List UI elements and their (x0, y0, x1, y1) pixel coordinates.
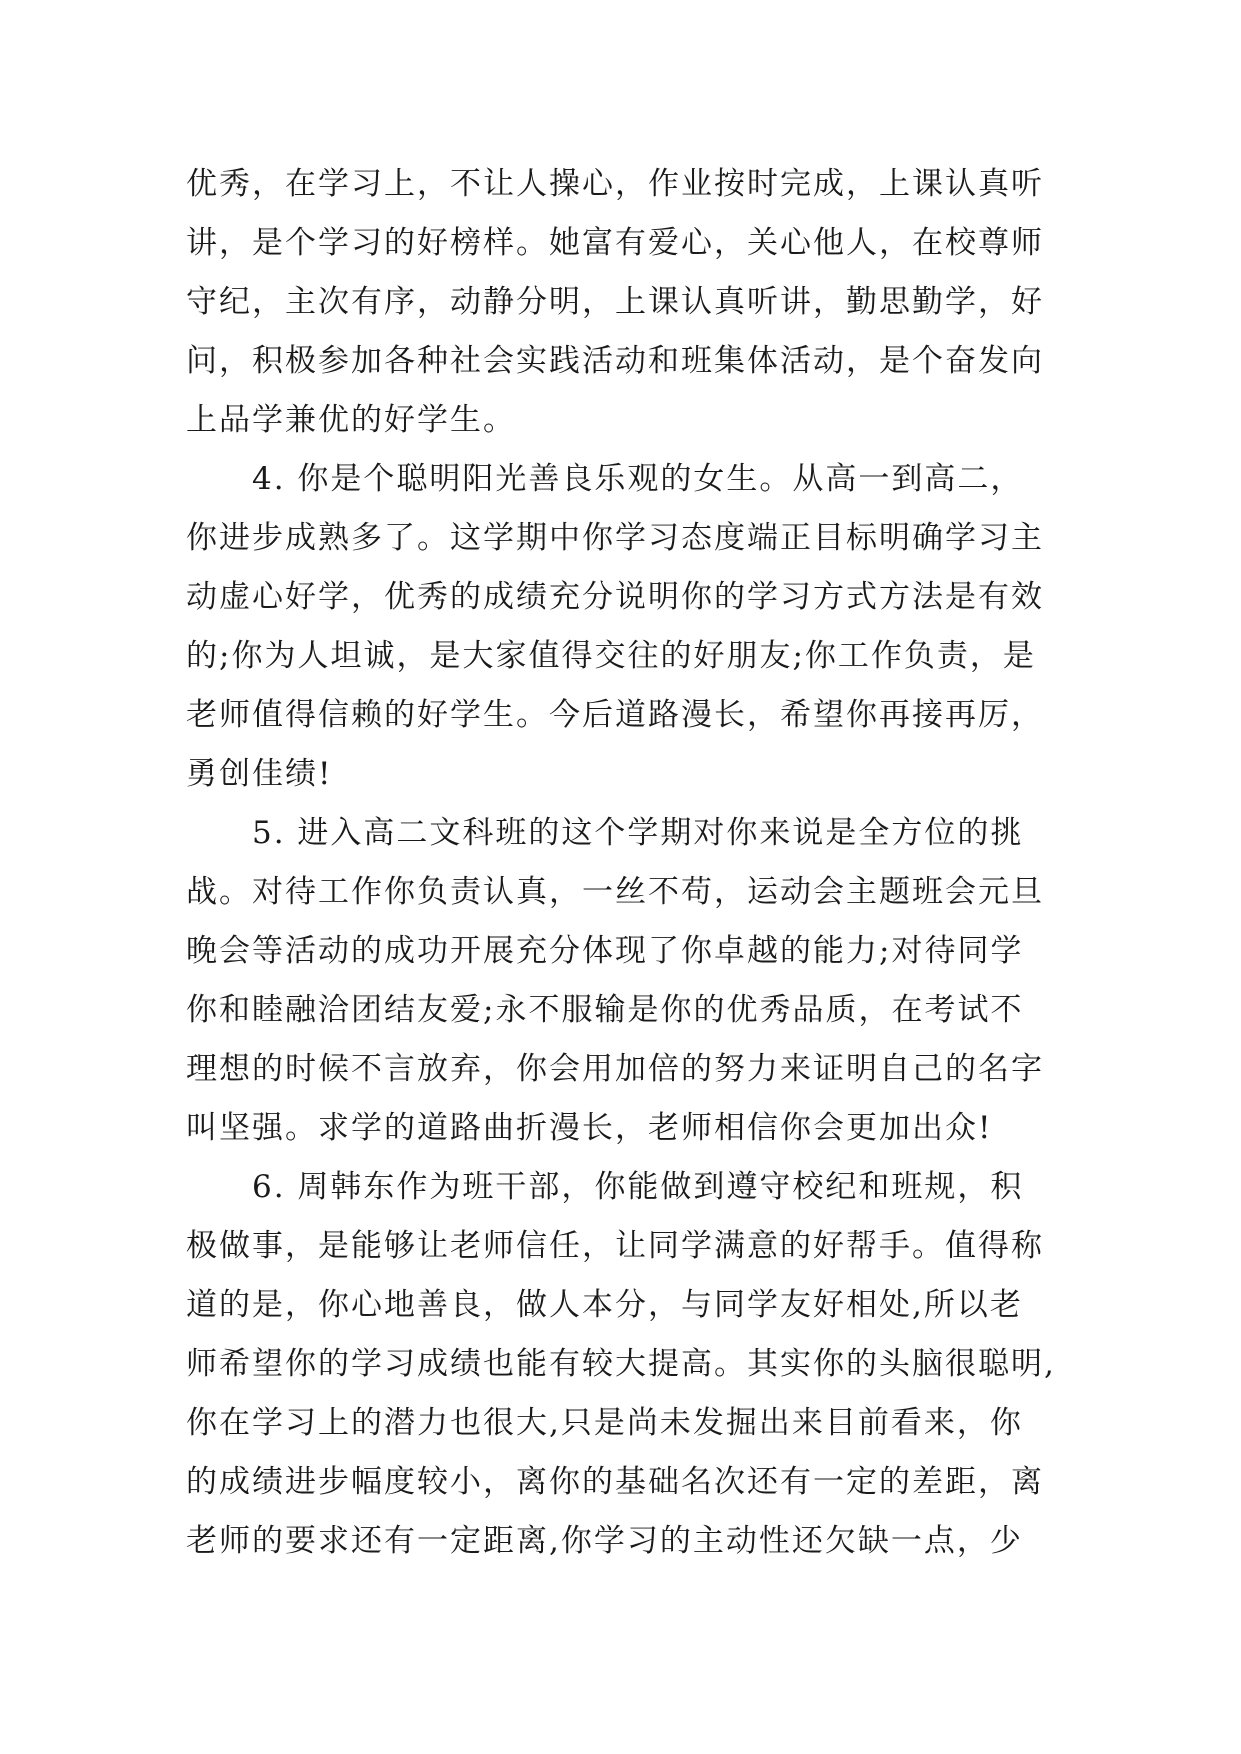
text-line: 5. 进入高二文科班的这个学期对你来说是全方位的挑 (186, 815, 1024, 851)
text-line: 动虚心好学，优秀的成绩充分说明你的学习方式方法是有效 (186, 579, 1044, 615)
text-line: 4. 你是个聪明阳光善良乐观的女生。从高一到高二， (186, 461, 1024, 497)
text-line: 理想的时候不言放弃，你会用加倍的努力来证明自己的名字 (186, 1051, 1044, 1087)
text-line: 的;你为人坦诚，是大家值得交往的好朋友;你工作负责，是 (186, 638, 1036, 674)
text-line: 的成绩进步幅度较小，离你的基础名次还有一定的差距，离 (186, 1464, 1044, 1500)
text-line: 老师值得信赖的好学生。今后道路漫长，希望你再接再厉， (186, 697, 1044, 733)
text-line: 道的是，你心地善良，做人本分，与同学友好相处,所以老 (186, 1287, 1023, 1323)
text-line: 叫坚强。求学的道路曲折漫长，老师相信你会更加出众! (186, 1110, 993, 1146)
text-line: 你和睦融洽团结友爱;永不服输是你的优秀品质，在考试不 (186, 992, 1024, 1028)
text-line: 晚会等活动的成功开展充分体现了你卓越的能力;对待同学 (186, 933, 1024, 969)
text-line: 上品学兼优的好学生。 (186, 402, 516, 438)
body-text (186, 155, 1066, 1571)
text-line: 战。对待工作你负责认真，一丝不苟，运动会主题班会元旦 (186, 874, 1044, 910)
text-line: 你在学习上的潜力也很大,只是尚未发掘出来目前看来，你 (186, 1405, 1023, 1441)
text-line: 你进步成熟多了。这学期中你学习态度端正目标明确学习主 (186, 520, 1044, 556)
text-line: 讲，是个学习的好榜样。她富有爱心，关心他人，在校尊师 (186, 225, 1044, 261)
text-line: 师希望你的学习成绩也能有较大提高。其实你的头脑很聪明, (186, 1346, 1056, 1382)
text-line: 老师的要求还有一定距离,你学习的主动性还欠缺一点，少 (186, 1523, 1023, 1559)
text-line: 勇创佳绩! (186, 756, 333, 792)
text-line: 问，积极参加各种社会实践活动和班集体活动，是个奋发向 (186, 343, 1044, 379)
text-line: 优秀，在学习上，不让人操心，作业按时完成，上课认真听 (186, 166, 1044, 202)
text-line: 6. 周韩东作为班干部，你能做到遵守校纪和班规，积 (186, 1169, 1024, 1205)
text-line: 守纪，主次有序，动静分明，上课认真听讲，勤思勤学，好 (186, 284, 1044, 320)
text-line: 极做事，是能够让老师信任，让同学满意的好帮手。值得称 (186, 1228, 1044, 1264)
